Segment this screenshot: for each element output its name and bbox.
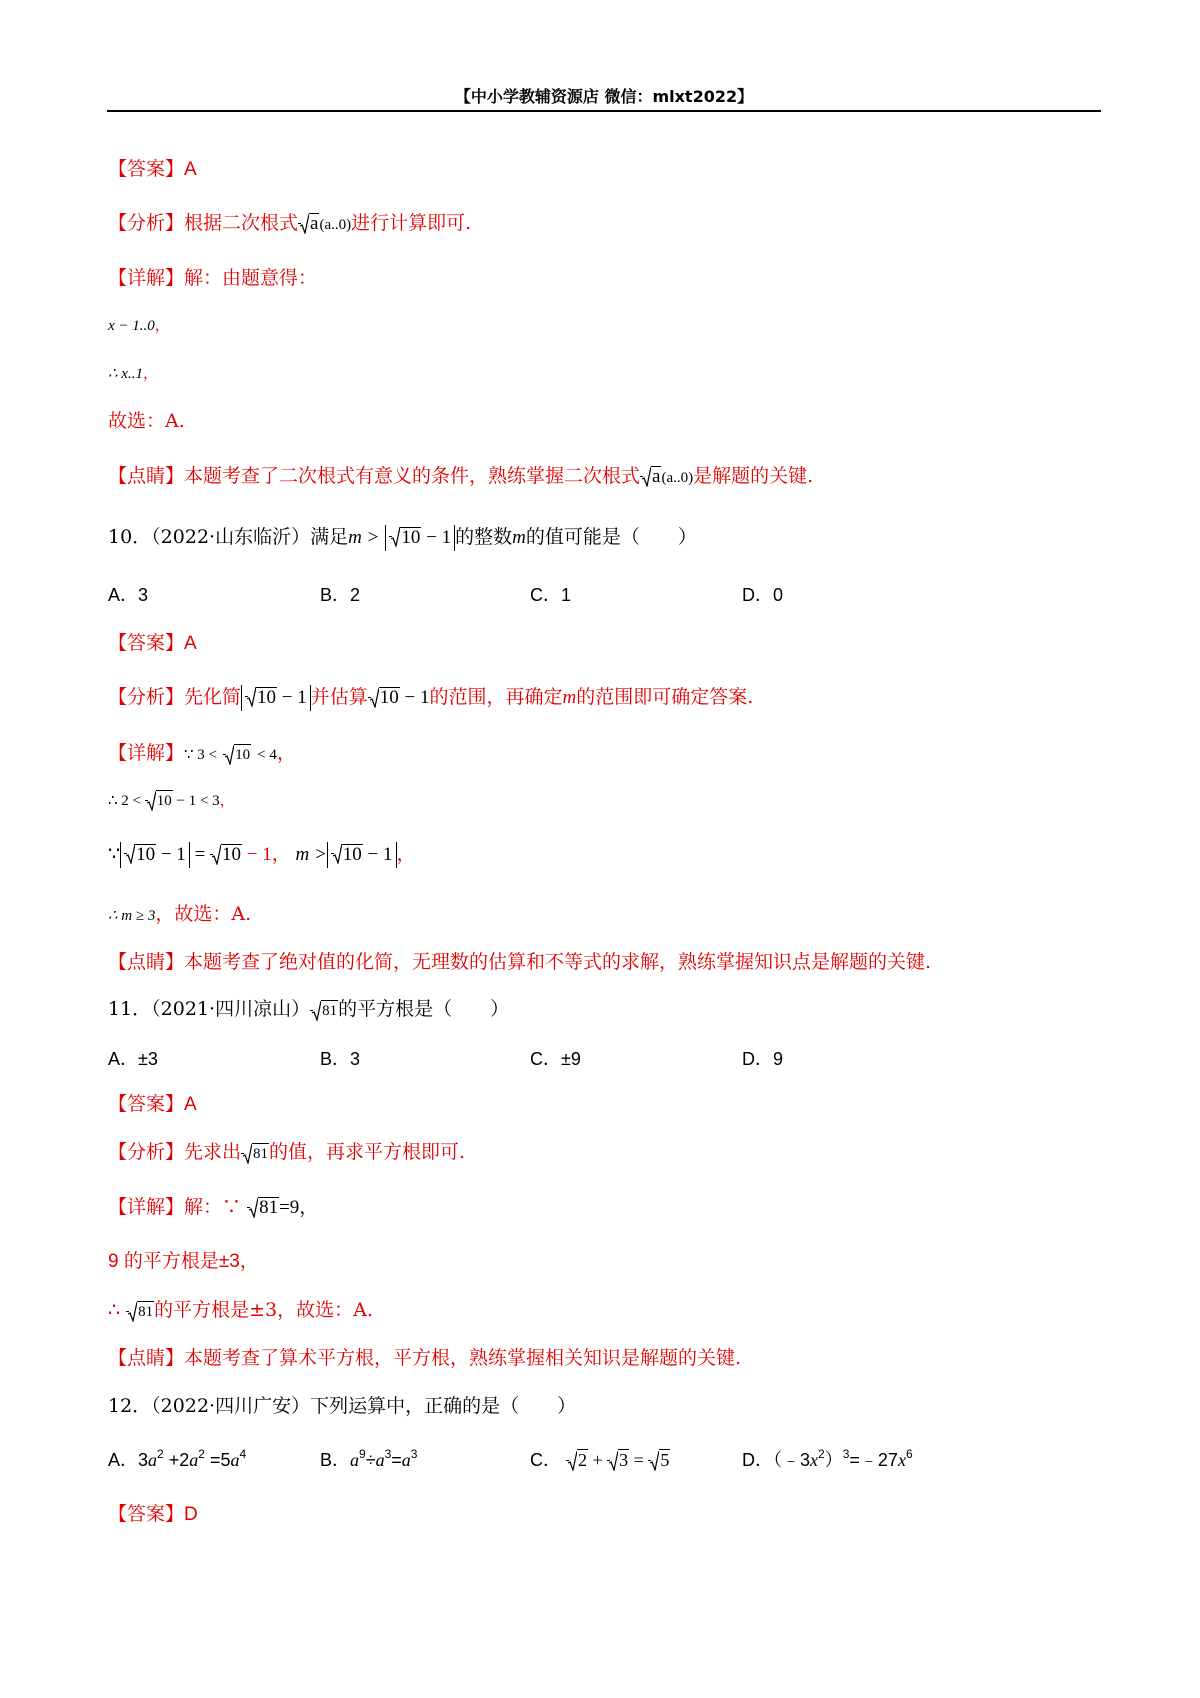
- answer-tag: 【答案】: [108, 632, 185, 654]
- q10-detail-1: 【详解】∵ 3 < 10 < 4，: [108, 741, 296, 767]
- answer-tag: 【答案】: [108, 158, 185, 180]
- absolute-value: 10 − 1: [385, 525, 455, 551]
- radical-sign-icon: [391, 527, 400, 547]
- radical-sign-icon: [147, 791, 156, 811]
- radical: 10: [368, 686, 400, 710]
- radical-sign-icon: [300, 214, 309, 234]
- q12-stem: 12．（2022·四川广安）下列运算中，正确的是（ ）: [108, 1395, 577, 1417]
- q10-answer: [108, 631, 197, 656]
- radical-sign-icon: [370, 688, 379, 708]
- q9-step2: ∴ x..1，: [108, 366, 158, 382]
- radical-sign-icon: [650, 1451, 659, 1471]
- q9-analysis: 【分析】根据二次根式 a(a..0)进行计算即可.: [108, 212, 472, 234]
- detail-tag: 【详解】: [108, 267, 185, 289]
- q9-step1: x − 1..0，: [108, 318, 170, 334]
- q10-detail-4: ∴ m ≥ 3，故选：A.: [108, 903, 252, 925]
- radical: 81: [241, 1142, 269, 1166]
- radical-sign-icon: [249, 1198, 258, 1218]
- q12-option-a: A．$3a^2 +2a^2 =5a^4$: [108, 1447, 247, 1470]
- q10-option-c: C．1: [530, 585, 572, 605]
- q11-analysis: 【分析】先求出 81的值，再求平方根即可.: [108, 1140, 465, 1166]
- q10-option-b: B．2: [320, 585, 361, 605]
- page-header: 【中小学教辅资源店 微信：mlxt2022】: [454, 87, 754, 106]
- q12-option-c: C． 2 + 3 = 5: [530, 1450, 670, 1470]
- absolute-value: 10 − 1: [327, 842, 397, 868]
- radical: 10: [389, 525, 421, 551]
- q12-option-b: B．$a^9\div a^3=a^3$: [320, 1447, 418, 1470]
- q11-option-a: A．±3: [108, 1049, 158, 1069]
- answer-tag: 【答案】: [108, 1503, 185, 1525]
- point-tag: 【点睛】: [108, 951, 185, 973]
- q11-line9: 9 的平方根是±3，: [108, 1251, 259, 1272]
- radical-sign-icon: [126, 844, 135, 864]
- radical: 81: [247, 1196, 279, 1220]
- radical-sign-icon: [212, 845, 221, 865]
- answer-value: A: [184, 159, 197, 180]
- q9-detail: 【详解】解：由题意得：: [108, 267, 318, 289]
- detail-tag: 【详解】: [108, 1196, 185, 1218]
- q11-option-d: D．9: [742, 1049, 784, 1069]
- radical: 10: [145, 789, 173, 813]
- answer-tag: 【答案】: [108, 1093, 185, 1115]
- q10-detail-2: ∴ 2 < 10 − 1 < 3，: [108, 789, 235, 813]
- radical-sign-icon: [247, 687, 256, 707]
- radical-sign-icon: [312, 1001, 321, 1021]
- radical: 2: [566, 1449, 588, 1471]
- q9-choose: 故选：A.: [108, 410, 185, 432]
- radical-sign-icon: [609, 1451, 618, 1471]
- header-divider: [107, 110, 1101, 112]
- radical: 10: [331, 842, 363, 868]
- q12-option-d: D．$(﹣3x^2)^3=﹣27x^6$: [742, 1447, 913, 1470]
- radical-expression: 10 − 1: [368, 687, 430, 708]
- q10-option-a: A．3: [108, 585, 149, 605]
- answer-value: D: [184, 1504, 198, 1525]
- absolute-value: 10 − 1: [241, 685, 311, 711]
- q10-option-d: D．0: [742, 585, 784, 605]
- q11-option-b: B．3: [320, 1049, 361, 1069]
- analysis-tag: 【分析】: [108, 212, 185, 234]
- absolute-value: 10 − 1: [120, 842, 190, 868]
- radical-sign-icon: [243, 1144, 252, 1164]
- q11-point: 【点睛】本题考查了算术平方根，平方根，熟练掌握相关知识是解题的关键.: [108, 1347, 742, 1369]
- answer-value: A: [184, 633, 197, 654]
- radical: a: [298, 212, 319, 236]
- radical: 81: [126, 1300, 154, 1324]
- q10-stem: 10．（2022·山东临沂）满足m > 10 − 1 的整数m的值可能是（ ）: [108, 525, 697, 551]
- q10-detail-3: ∵ 10 − 1 = 10 − 1， m > 10 − 1 ，: [108, 842, 416, 868]
- answer-value: A: [184, 1094, 197, 1115]
- radical: 5: [648, 1449, 670, 1471]
- q9-point: 【点睛】本题考查了二次根式有意义的条件，熟练掌握二次根式 a(a..0)是解题的关键.: [108, 465, 814, 487]
- analysis-tag: 【分析】: [108, 1141, 185, 1163]
- q11-final: ∴ 81的平方根是±3，故选：A.: [108, 1298, 373, 1324]
- point-tag: 【点睛】: [108, 1347, 185, 1369]
- radical: a: [640, 465, 661, 489]
- radical: 10: [210, 843, 242, 867]
- radical: 10: [223, 743, 251, 767]
- q11-stem: 11．（2021·四川凉山） 81的平方根是（ ）: [108, 997, 509, 1023]
- q11-answer: [108, 1092, 197, 1117]
- radical-sign-icon: [128, 1302, 137, 1322]
- q11-detail: 【详解】解：∵ 81=9，: [108, 1196, 319, 1218]
- radical-sign-icon: [225, 745, 234, 765]
- radical: 81: [310, 999, 338, 1023]
- point-tag: 【点睛】: [108, 465, 185, 487]
- q9-answer: [108, 157, 197, 182]
- analysis-tag: 【分析】: [108, 686, 185, 708]
- q10-analysis: 【分析】先化简 10 − 1 并估算 10 − 1的范围，再确定m的范围即可确定答案.: [108, 685, 753, 711]
- q11-option-c: C．±9: [530, 1049, 581, 1069]
- radical-sign-icon: [642, 467, 651, 487]
- q10-point: 【点睛】本题考查了绝对值的化简，无理数的估算和不等式的求解，熟练掌握知识点是解题的关键.: [108, 951, 932, 973]
- q12-answer: [108, 1502, 198, 1527]
- detail-tag: 【详解】: [108, 742, 185, 764]
- radical: 10: [124, 842, 156, 868]
- radical-sign-icon: [333, 844, 342, 864]
- radical-sign-icon: [568, 1451, 577, 1471]
- radical: 10: [245, 685, 277, 711]
- radical: 3: [607, 1449, 629, 1471]
